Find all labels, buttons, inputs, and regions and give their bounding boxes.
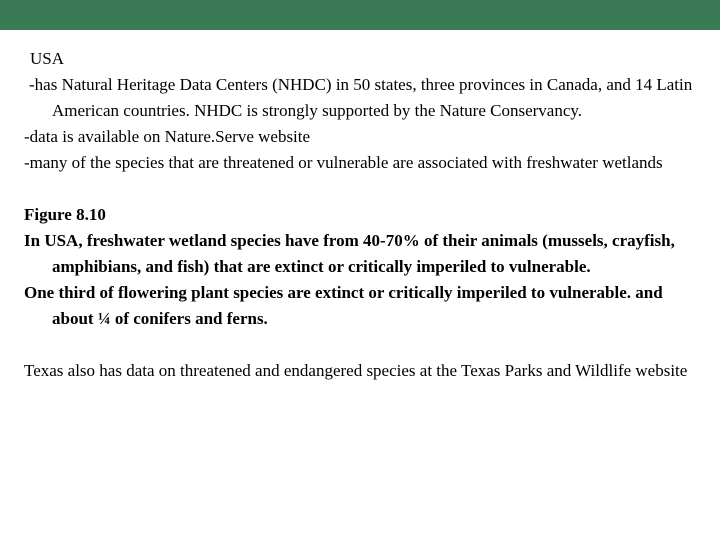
section-heading-usa: USA	[30, 49, 65, 68]
bullet-wetlands: -many of the species that are threatened or vulnerable are associated with freshwater wetlands	[24, 153, 663, 172]
figure-text-animals: In USA, freshwater wetland species have from 40-70% of their animals (mussels, crayfish, amphibians, and fish) that are extinct or critically imperiled to vulnerable.	[24, 231, 675, 276]
figure-label: Figure 8.10	[24, 205, 106, 224]
spacer	[24, 332, 704, 358]
figure-text-plants: One third of flowering plant species are extinct or critically imperiled to vulnerable. and about ¼ of conifers and ferns.	[24, 283, 663, 328]
texas-note: Texas also has data on threatened and endangered species at the Texas Parks and Wildlife website	[24, 361, 688, 380]
slide-content	[24, 46, 704, 384]
top-color-bar	[0, 0, 720, 30]
bullet-nhdc: -has Natural Heritage Data Centers (NHDC) in 50 states, three provinces in Canada, and 14 Latin American countries. NHDC is strongly supported by the Nature Conservancy.	[29, 75, 693, 120]
bullet-natureserve: -data is available on Nature.Serve website	[24, 127, 311, 146]
spacer	[24, 176, 704, 202]
